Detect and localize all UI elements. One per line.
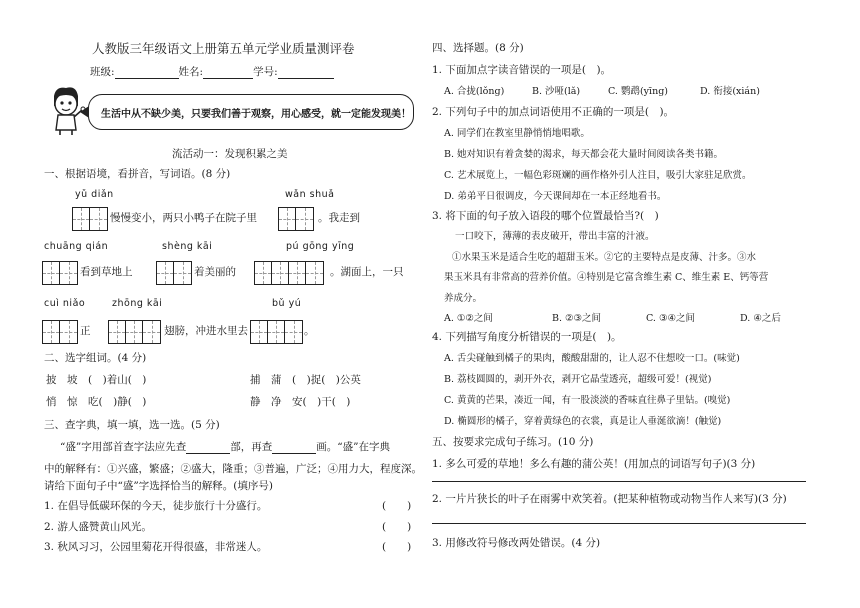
section-5-heading: 五、按要求完成句子练习。(10 分) — [432, 436, 594, 448]
passage-text-6: 正 — [80, 325, 91, 337]
activity-title: 流活动一：发现积累之美 — [172, 148, 288, 160]
writing-grid-7[interactable] — [108, 320, 161, 344]
q4-3-option-c[interactable]: C. ③④之间 — [646, 313, 696, 324]
writing-grid-3[interactable] — [42, 261, 78, 285]
q4-2-option-d[interactable]: D. 弟弟平日很调皮，今天课间却在一本正经地看书。 — [444, 191, 667, 202]
dictionary-item-1: 1. 在倡导低碳环保的今天，徒步旅行十分盛行。 — [44, 500, 268, 512]
id-field[interactable] — [278, 67, 334, 79]
passage-text-1: 慢慢变小，两只小鸭子在院子里 — [110, 212, 257, 224]
answer-paren-1[interactable]: ( ) — [382, 500, 412, 512]
question-5-3: 3. 用修改符号修改两处错误。(4 分) — [432, 537, 601, 549]
question-5-1: 1. 多么可爱的草地！多么有趣的蒲公英！(用加点的词语写句子)(3 分) — [432, 458, 756, 470]
question-4-1: 1. 下面加点字读音错误的一项是( )。 — [432, 64, 612, 76]
q4-1-option-d[interactable]: D. 衔接(xián) — [700, 86, 760, 97]
pinyin-cuiniao: cuì niǎo — [44, 298, 86, 309]
word-choice-1: 披 坡 ( )着山( ) — [46, 374, 147, 386]
q4-3-passage-line-2: 果玉米具有非常高的营养价值。④特别是它富含维生素 C、维生素 E、钙等营 — [444, 272, 769, 283]
writing-grid-4[interactable] — [156, 261, 192, 285]
student-info-row — [90, 66, 334, 79]
word-choice-3: 悄 惊 吃( )静( ) — [46, 396, 147, 408]
radical-blank[interactable] — [186, 442, 230, 454]
answer-paren-3[interactable]: ( ) — [382, 541, 412, 553]
name-label: 姓名: — [178, 66, 204, 78]
name-field[interactable] — [203, 67, 253, 79]
exam-title: 人教版三年级语文上册第五单元学业质量测评卷 — [92, 41, 355, 56]
pinyin-chuangqian: chuāng qián — [44, 241, 109, 252]
question-5-2: 2. 一片片狭长的叶子在雨雾中欢笑着。(把某种植物或动物当作人来写)(3 分) — [432, 493, 787, 505]
pinyin-shengkai: shèng kāi — [162, 241, 213, 252]
dictionary-para-3: 请给下面句子中“盛”字选择恰当的解释。(填序号) — [44, 480, 273, 492]
pinyin-zhongkai: zhōng kāi — [112, 298, 163, 309]
writing-grid-6[interactable] — [42, 320, 78, 344]
passage-text-7: 翅膀，冲进水里去 — [164, 325, 248, 337]
q4-3-passage-line-1: ①水果玉米是适合生吃的超甜玉米。②它的主要特点是皮薄、汁多。③水 — [452, 252, 757, 263]
q4-3-quote: 一口咬下，薄薄的表皮破开，带出丰富的汁液。 — [455, 231, 655, 242]
id-label: 学号: — [253, 66, 278, 78]
question-4-4: 4. 下列描写角度分析错误的一项是( )。 — [432, 331, 622, 343]
passage-text-5: 。湖面上，一只 — [330, 266, 404, 278]
q4-1-option-a[interactable]: A. 合拢(lǒng) — [444, 86, 505, 97]
speech-bubble-text: 生活中从不缺少美，只要我们善于观察，用心感受，就一定能发现美！ — [101, 109, 411, 120]
q4-3-option-a[interactable]: A. ①②之间 — [444, 313, 493, 324]
passage-text-8: 。 — [304, 325, 315, 337]
class-field[interactable] — [115, 67, 179, 79]
class-label: 班级: — [90, 66, 115, 78]
q4-2-option-b[interactable]: B. 她对知识有着贪婪的渴求，每天都会花大量时间阅读各类书籍。 — [444, 149, 724, 160]
q4-3-option-b[interactable]: B. ②③之间 — [552, 313, 602, 324]
pinyin-wanshua: wǎn shuǎ — [285, 189, 335, 200]
writing-grid-1[interactable] — [72, 207, 108, 231]
stroke-blank[interactable] — [272, 442, 316, 454]
passage-text-4: 着美丽的 — [194, 266, 236, 278]
section-1-heading: 一、根据语境，看拼音，写词语。(8 分) — [44, 168, 231, 180]
section-2-heading: 二、选字组词。(4 分) — [44, 352, 147, 364]
writing-grid-2[interactable] — [278, 207, 314, 231]
question-4-2: 2. 下列句子中的加点词语使用不正确的一项是( )。 — [432, 106, 675, 118]
q4-2-option-c[interactable]: C. 艺术展览上，一幅色彩斑斓的画作格外引人注目，吸引大家驻足欣赏。 — [444, 170, 752, 181]
dictionary-para-2: 中的解释有：①兴盛，繁盛；②盛大，隆重；③普遍，广泛；④用力大，程度深。 — [44, 463, 422, 475]
answer-line-5-1[interactable] — [432, 480, 806, 482]
answer-paren-2[interactable]: ( ) — [382, 521, 412, 533]
dictionary-item-2: 2. 游人盛赞黄山风光。 — [44, 521, 152, 533]
q4-4-option-c[interactable]: C. 黄黄的芒果，凑近一闻，有一股淡淡的香味直往鼻子里钻。(嗅觉) — [444, 395, 731, 406]
q4-1-option-b[interactable]: B. 沙哑(lǎ) — [532, 86, 581, 97]
q4-3-passage-line-3: 养成分。 — [444, 293, 483, 304]
q4-3-option-d[interactable]: D. ④之后 — [740, 313, 781, 324]
q4-1-option-c[interactable]: C. 鹦鹉(yīng) — [608, 86, 668, 97]
pinyin-buyu: bǔ yú — [272, 298, 302, 309]
q4-4-option-b[interactable]: B. 荔枝圆圆的，剥开外衣，剥开它晶莹透亮，超级可爱！(视觉) — [444, 374, 712, 385]
word-choice-4: 静 净 安( )干( ) — [250, 396, 351, 408]
q4-4-option-a[interactable]: A. 舌尖碰触到橘子的果肉，酸酸甜甜的，让人忍不住想咬一口。(味觉) — [444, 353, 740, 364]
writing-grid-8[interactable] — [250, 320, 303, 344]
q4-2-option-a[interactable]: A. 同学们在教室里静悄悄地唱歌。 — [444, 128, 590, 139]
passage-text-2: 。我走到 — [318, 212, 360, 224]
pinyin-yudian: yǔ diǎn — [75, 189, 114, 200]
q4-4-option-d[interactable]: D. 椭圆形的橘子，穿着黄绿色的衣裳，真是让人垂涎欲滴！(触觉) — [444, 416, 722, 427]
dictionary-para-1: “盛”字用部首查字法应先查 部，再查 画。“盛”在字典 — [60, 441, 390, 453]
word-choice-2: 捕 蒲 ( )捉( )公英 — [250, 374, 361, 386]
section-3-heading: 三、查字典，填一填，选一选。(5 分) — [44, 419, 220, 431]
pinyin-pugongying: pú gōng yīng — [286, 241, 355, 252]
answer-line-5-2[interactable] — [432, 522, 806, 524]
question-4-3: 3. 将下面的句子放入语段的哪个位置最恰当?( ) — [432, 210, 659, 222]
dictionary-item-3: 3. 秋风习习，公园里菊花开得很盛，非常迷人。 — [44, 541, 268, 553]
writing-grid-5[interactable] — [254, 261, 324, 285]
passage-text-3: 看到草地上 — [80, 266, 133, 278]
section-4-heading: 四、选择题。(8 分) — [432, 42, 524, 54]
